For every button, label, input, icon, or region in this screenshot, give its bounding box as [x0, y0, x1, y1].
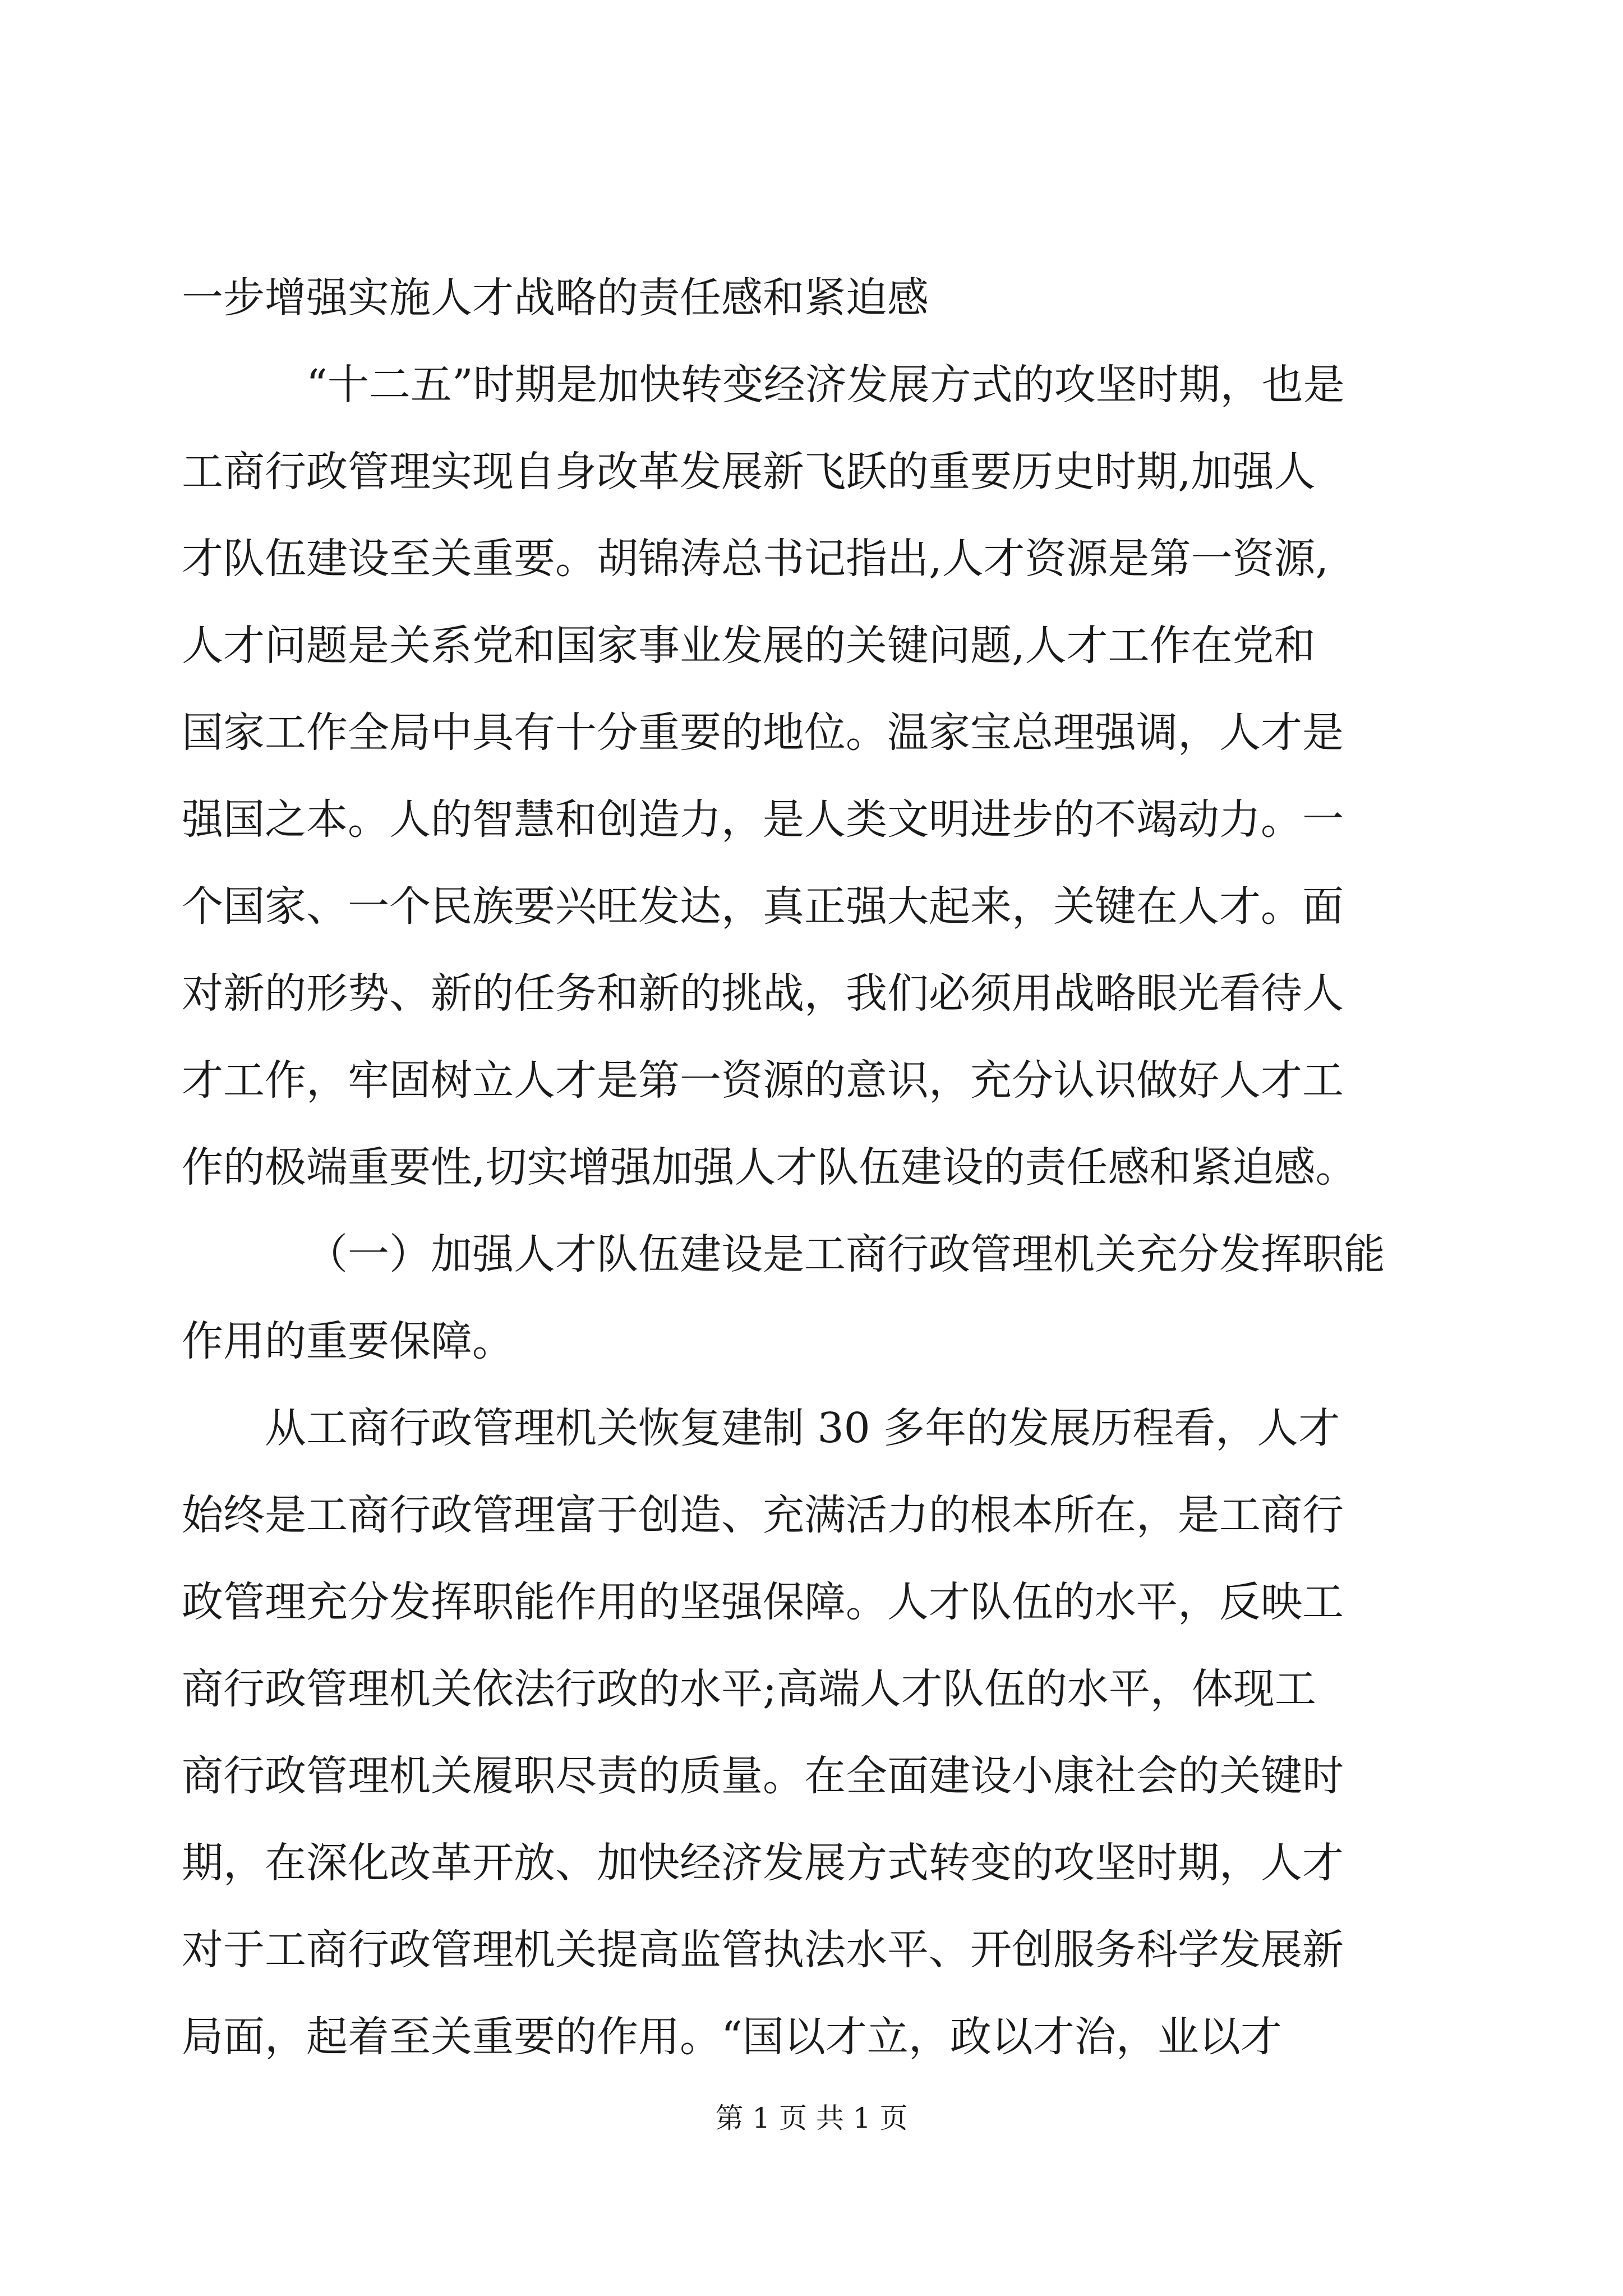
- text-line: 才队伍建设至关重要。胡锦涛总书记指出,人才资源是第一资源,: [182, 535, 1329, 583]
- text-line: 强国之本。人的智慧和创造力，是人类文明进步的不竭动力。一: [182, 795, 1344, 844]
- text-line: 才工作，牢固树立人才是第一资源的意识，充分认识做好人才工: [182, 1056, 1344, 1105]
- text-line: 对新的形势、新的任务和新的挑战，我们必须用战略眼光看待人: [182, 969, 1344, 1018]
- text-line: 局面，起着至关重要的作用。“国以才立，政以才治，业以才: [182, 2013, 1282, 2061]
- text-line: 政管理充分发挥职能作用的坚强保障。人才队伍的水平，反映工: [182, 1578, 1344, 1626]
- text-line: 人才问题是关系党和国家事业发展的关键问题,人才工作在党和: [182, 622, 1316, 670]
- body-text: [182, 255, 1432, 2081]
- section-heading: （一）加强人才队伍建设是工商行政管理机关充分发挥职能: [306, 1230, 1385, 1278]
- text-line: 一步增强实施人才战略的责任感和紧迫感: [182, 274, 929, 322]
- text-line: 作的极端重要性,切实增强加强人才队伍建设的责任感和紧迫感。: [182, 1143, 1357, 1191]
- section-heading-continued: 作用的重要保障。: [182, 1317, 514, 1365]
- text-line: 国家工作全局中具有十分重要的地位。温家宝总理强调，人才是: [182, 708, 1344, 757]
- page-number: 第 1 页 共 1 页: [715, 2102, 908, 2134]
- text-line: 从工商行政管理机关恢复建制 30 多年的发展历程看，人才: [265, 1404, 1340, 1452]
- text-line: 对于工商行政管理机关提高监管执法水平、开创服务科学发展新: [182, 1926, 1344, 1974]
- text-line: 工商行政管理实现自身改革发展新飞跃的重要历史时期,加强人: [182, 448, 1316, 496]
- text-line: “十二五”时期是加快转变经济发展方式的攻坚时期，也是: [306, 361, 1345, 409]
- text-line: 期，在深化改革开放、加快经济发展方式转变的攻坚时期，人才: [182, 1839, 1344, 1887]
- text-line: 商行政管理机关履职尽责的质量。在全面建设小康社会的关键时: [182, 1752, 1344, 1800]
- text-line: 始终是工商行政管理富于创造、充满活力的根本所在，是工商行: [182, 1491, 1344, 1539]
- text-line: 商行政管理机关依法行政的水平;高端人才队伍的水平，体现工: [182, 1665, 1316, 1713]
- text-line: 个国家、一个民族要兴旺发达，真正强大起来，关键在人才。面: [182, 882, 1344, 931]
